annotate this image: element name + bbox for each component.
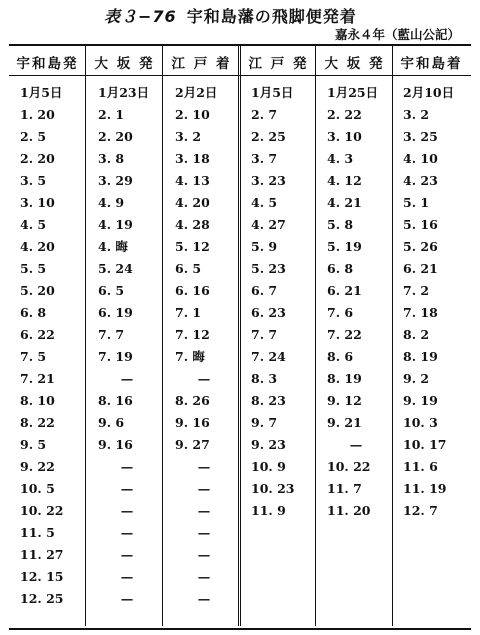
table-cell: 4. 20 [20,239,55,254]
table-cell: 12. 25 [20,591,64,606]
table-cell: 7. 21 [20,371,55,386]
table-cell: 4. 12 [327,173,362,188]
table-cell: 5. 26 [403,239,438,254]
table-cell: 4. 19 [98,217,133,232]
table-cell: 3. 5 [20,173,47,188]
table-cell: 10. 23 [251,481,295,496]
table-cell: 6. 21 [403,261,438,276]
header-osaka-depart: 大 坂 発 [94,56,155,72]
table-cell: 4. 28 [175,217,210,232]
table-cell: 4. 23 [403,173,438,188]
table-cell: 11. 5 [20,525,55,540]
table-cell: 5. 24 [98,261,133,276]
table-cell: 7. 2 [403,283,430,298]
table-cell: 2. 22 [327,107,362,122]
table-cell: 8. 16 [98,393,133,408]
table-cell: 6. 16 [175,283,210,298]
table-cell: 3. 8 [98,151,125,166]
column-uwajima-arrive [403,82,475,522]
table-cell: — [197,525,211,540]
table-cell: 10. 17 [403,437,447,452]
table-cell: 3. 10 [20,195,55,210]
table-cell: 3. 2 [175,129,202,144]
table-cell: 3. 29 [98,173,133,188]
table-cell: 4. 27 [251,217,286,232]
table-cell: 9. 16 [175,415,210,430]
table-cell: 3. 10 [327,129,362,144]
table-cell: — [197,503,211,518]
table-number: 表３−76 [104,7,177,26]
table-cell: 4. 3 [327,151,354,166]
table-cell: 6. 23 [251,305,286,320]
table-cell: — [349,437,363,452]
source-note: 嘉永４年（藍山公記） [334,27,460,42]
header-edo-depart: 江 戸 発 [248,56,309,72]
table-cell: — [120,371,134,386]
table-cell: 7. 7 [251,327,278,342]
table-cell: 4. 21 [327,195,362,210]
table-cell: 5. 23 [251,261,286,276]
table-cell: — [120,459,134,474]
table-cell: 9. 21 [327,415,362,430]
table-cell: 8. 10 [20,393,55,408]
table-cell: 5. 20 [20,283,55,298]
table-cell: 9. 6 [98,415,125,430]
table-cell: 10. 22 [327,459,371,474]
column-osaka-depart-return [327,82,399,522]
table-cell: 3. 25 [403,129,438,144]
table-cell: 11. 7 [327,481,362,496]
table-cell: 6. 5 [98,283,125,298]
table-cell: 6. 22 [20,327,55,342]
table-cell: 8. 22 [20,415,55,430]
table-cell: — [197,569,211,584]
table-cell: 7. 18 [403,305,438,320]
table-cell: 3. 7 [251,151,278,166]
table-cell: 11. 19 [403,481,447,496]
table-cell: 8. 19 [403,349,438,364]
table-cell: 5. 16 [403,217,438,232]
table-cell: — [120,525,134,540]
table-cell: 2. 5 [20,129,47,144]
table-cell: 2. 20 [98,129,133,144]
table-cell: 9. 23 [251,437,286,452]
column-osaka-depart [98,82,170,610]
header-edo-arrive: 江 戸 着 [171,56,232,72]
table-cell: 9. 12 [327,393,362,408]
table-cell: 8. 3 [251,371,278,386]
table-cell: 8. 2 [403,327,430,342]
table-cell: 8. 19 [327,371,362,386]
table-cell: 6. 8 [20,305,47,320]
table-cell: 10. 3 [403,415,438,430]
table-cell: 5. 5 [20,261,47,276]
table-cell: 3. 2 [403,107,430,122]
table-cell: — [197,547,211,562]
table-cell: 9. 5 [20,437,47,452]
table-cell: 7. 6 [327,305,354,320]
table-cell: — [197,459,211,474]
header-uwajima-depart: 宇和島発 [16,56,79,72]
table-cell: 9. 16 [98,437,133,452]
table-cell: 7. 5 [20,349,47,364]
column-uwajima-depart [20,82,92,610]
table-cell: 1月25日 [327,85,379,100]
table-cell: 11. 27 [20,547,64,562]
column-edo-arrive [175,82,247,610]
table-cell: 3. 18 [175,151,210,166]
table-cell: 4. 13 [175,173,210,188]
table-cell: 2月10日 [403,85,455,100]
table-cell: 2. 1 [98,107,125,122]
table-cell: 9. 22 [20,459,55,474]
header-uwajima-arrive: 宇和島着 [400,56,463,72]
table-cell: — [197,481,211,496]
table-cell: 7. 晦 [175,349,205,364]
table-cell: 11. 6 [403,459,438,474]
table-cell: 2. 25 [251,129,286,144]
table-cell: — [120,591,134,606]
table-cell: 6. 5 [175,261,202,276]
table-cell: 5. 9 [251,239,278,254]
table-cell: 11. 20 [327,503,371,518]
table-cell: 2月2日 [175,85,218,100]
table-cell: — [120,547,134,562]
table-cell: 1月5日 [251,85,294,100]
header-osaka-depart-return: 大 坂 発 [324,56,385,72]
table-cell: 1月5日 [20,85,63,100]
table-cell: 7. 22 [327,327,362,342]
table-cell: — [120,569,134,584]
table-cell: 3. 23 [251,173,286,188]
table-cell: 10. 5 [20,481,55,496]
table-cell: 4. 9 [98,195,125,210]
table-cell: 1月23日 [98,85,150,100]
table-cell: — [120,503,134,518]
table-cell: 12. 7 [403,503,438,518]
table-cell: — [197,371,211,386]
table-cell: 5. 19 [327,239,362,254]
table-cell: 7. 24 [251,349,286,364]
table-cell: 6. 19 [98,305,133,320]
table-cell: 10. 22 [20,503,64,518]
table-cell: 12. 15 [20,569,64,584]
table-cell: 6. 21 [327,283,362,298]
table-cell: 2. 7 [251,107,278,122]
table-cell: 8. 6 [327,349,354,364]
table-cell: 6. 8 [327,261,354,276]
column-edo-depart [251,82,323,522]
table-cell: 1. 20 [20,107,55,122]
table-cell: 5. 8 [327,217,354,232]
table-cell: 7. 19 [98,349,133,364]
table-cell: 7. 12 [175,327,210,342]
table-cell: — [120,481,134,496]
table-cell: 5. 12 [175,239,210,254]
table-caption: 宇和島藩の飛脚便発着 [186,7,357,26]
table-cell: 11. 9 [251,503,286,518]
table-cell: — [197,591,211,606]
table-cell: 8. 23 [251,393,286,408]
table-cell: 7. 7 [98,327,125,342]
table-cell: 6. 7 [251,283,278,298]
table-title [104,4,357,27]
table-cell: 9. 2 [403,371,430,386]
table-cell: 4. 晦 [98,239,128,254]
table-cell: 2. 20 [20,151,55,166]
table-cell: 7. 1 [175,305,202,320]
table-cell: 9. 7 [251,415,278,430]
table-cell: 5. 1 [403,195,430,210]
table-cell: 10. 9 [251,459,286,474]
table-cell: 9. 27 [175,437,210,452]
table-cell: 4. 10 [403,151,438,166]
table-cell: 8. 26 [175,393,210,408]
table-cell: 2. 10 [175,107,210,122]
table-cell: 4. 5 [251,195,278,210]
table-cell: 9. 19 [403,393,438,408]
table-cell: 4. 5 [20,217,47,232]
table-cell: 4. 20 [175,195,210,210]
